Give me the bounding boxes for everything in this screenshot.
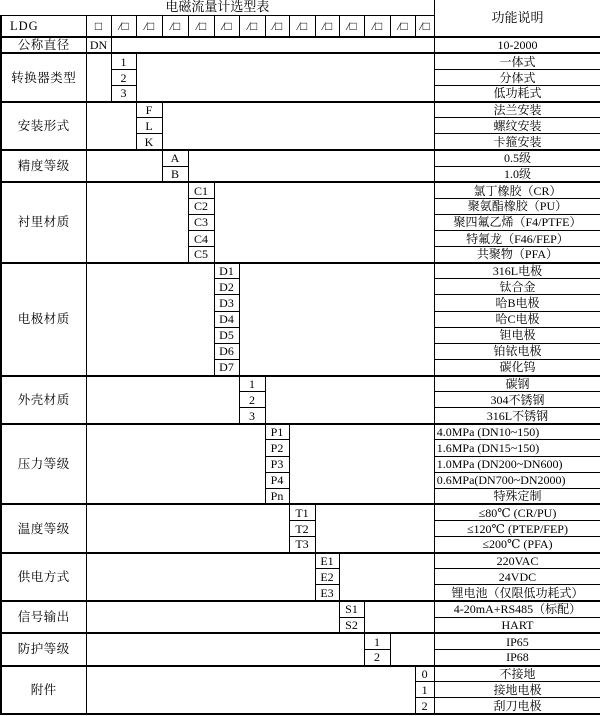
code-cell: P4 <box>265 472 289 488</box>
desc-cell: 法兰安装 <box>434 102 600 118</box>
option-row <box>1 182 600 198</box>
category-label: 供电方式 <box>1 553 86 601</box>
option-row <box>1 37 600 53</box>
desc-cell: 一体式 <box>434 53 600 69</box>
code-cell: D5 <box>214 327 239 343</box>
desc-cell: 聚四氟乙烯（F4/PTFE） <box>434 214 600 230</box>
code-cell: 2 <box>239 392 265 408</box>
model-slot-cell: /□ <box>289 15 315 37</box>
desc-cell: 刮刀电极 <box>434 698 600 714</box>
model-slot-cell: /□ <box>265 15 289 37</box>
empty-cell <box>86 601 339 633</box>
empty-cell <box>86 150 162 182</box>
desc-cell: 卡箍安装 <box>434 134 600 150</box>
code-cell: K <box>136 134 162 150</box>
desc-cell: 接地电极 <box>434 682 600 698</box>
page-title: 电磁流量计选型表 <box>1 0 434 15</box>
code-cell: T1 <box>289 504 315 520</box>
empty-cell <box>86 633 364 665</box>
code-cell: C4 <box>188 231 214 247</box>
desc-cell: 24VDC <box>434 569 600 585</box>
desc-cell: 铂铱电极 <box>434 343 600 359</box>
code-cell: S1 <box>339 601 364 617</box>
desc-cell: 氯丁橡胶（CR） <box>434 182 600 198</box>
desc-cell: 304不锈钢 <box>434 392 600 408</box>
desc-cell: 低功耗式 <box>434 86 600 102</box>
code-cell: 1 <box>239 376 265 392</box>
code-cell: P2 <box>265 440 289 456</box>
code-cell: 1 <box>111 53 136 69</box>
option-row <box>1 263 600 279</box>
empty-cell <box>86 504 289 552</box>
empty-cell <box>265 376 434 424</box>
code-cell: DN <box>86 37 111 53</box>
empty-cell <box>136 53 434 101</box>
code-cell: C5 <box>188 247 214 263</box>
model-slot-cell: /□ <box>162 15 188 37</box>
option-row <box>1 504 600 520</box>
code-cell: C2 <box>188 198 214 214</box>
model-slot-cell: /□ <box>315 15 339 37</box>
code-cell: C3 <box>188 214 214 230</box>
empty-cell <box>86 666 415 715</box>
option-row <box>1 601 600 617</box>
desc-cell: 10-2000 <box>434 37 600 53</box>
desc-cell: 钽电极 <box>434 327 600 343</box>
header-row <box>1 0 600 15</box>
code-cell: 2 <box>111 69 136 85</box>
code-cell: L <box>136 118 162 134</box>
code-cell: D4 <box>214 311 239 327</box>
model-slot-cell: /□ <box>136 15 162 37</box>
desc-cell: 螺纹安装 <box>434 118 600 134</box>
option-row <box>1 633 600 649</box>
desc-cell: 哈C电极 <box>434 311 600 327</box>
desc-cell: 1.0MPa (DN200~DN600) <box>434 456 600 472</box>
code-cell: D3 <box>214 295 239 311</box>
category-label: 外壳材质 <box>1 376 86 424</box>
code-cell: T2 <box>289 521 315 537</box>
desc-cell: 哈B电极 <box>434 295 600 311</box>
empty-cell <box>86 553 315 601</box>
code-cell: 2 <box>364 649 390 665</box>
category-label: 附件 <box>1 666 86 715</box>
desc-cell: HART <box>434 617 600 633</box>
desc-cell: ≤80℃ (CR/PU) <box>434 504 600 520</box>
code-cell: D1 <box>214 263 239 279</box>
empty-cell <box>364 601 434 633</box>
empty-cell <box>86 53 111 101</box>
code-cell: E2 <box>315 569 339 585</box>
code-cell: E3 <box>315 585 339 601</box>
desc-cell: 锂电池（仅限低功耗式） <box>434 585 600 601</box>
empty-cell <box>315 504 434 552</box>
model-slot-cell: /□ <box>214 15 239 37</box>
desc-cell: 0.6MPa(DN700~DN2000) <box>434 472 600 488</box>
desc-cell: ≤200℃ (PFA) <box>434 537 600 553</box>
code-cell: D7 <box>214 359 239 375</box>
category-label: 安装形式 <box>1 102 86 150</box>
empty-cell <box>239 263 434 376</box>
category-label: 温度等级 <box>1 504 86 552</box>
function-header: 功能说明 <box>434 0 600 37</box>
desc-cell: 分体式 <box>434 69 600 85</box>
desc-cell: 碳钢 <box>434 376 600 392</box>
model-slot-cell: /□ <box>364 15 390 37</box>
category-label: 精度等级 <box>1 150 86 182</box>
model-slot-cell: /□ <box>111 15 136 37</box>
desc-cell: 316L电极 <box>434 263 600 279</box>
model-slot-cell: /□ <box>390 15 415 37</box>
desc-cell: 钛合金 <box>434 279 600 295</box>
empty-cell <box>214 182 434 263</box>
empty-cell <box>86 102 136 150</box>
model-slot-cell: /□ <box>415 15 434 37</box>
desc-cell: 4.0MPa (DN10~150) <box>434 424 600 440</box>
option-row <box>1 666 600 682</box>
category-label: 衬里材质 <box>1 182 86 263</box>
code-cell: S2 <box>339 617 364 633</box>
desc-cell: 316L不锈钢 <box>434 408 600 424</box>
code-cell: D2 <box>214 279 239 295</box>
model-slot-cell: /□ <box>239 15 265 37</box>
model-slot-cell: /□ <box>339 15 364 37</box>
desc-cell: 1.0级 <box>434 166 600 182</box>
empty-cell <box>86 376 239 424</box>
empty-cell <box>339 553 434 601</box>
code-cell: 2 <box>415 698 434 714</box>
desc-cell: 4-20mA+RS485（标配） <box>434 601 600 617</box>
code-cell: P3 <box>265 456 289 472</box>
option-row <box>1 376 600 392</box>
empty-cell <box>188 150 434 182</box>
model-slot-cell: /□ <box>188 15 214 37</box>
option-row <box>1 102 600 118</box>
empty-cell <box>289 424 434 505</box>
code-cell: F <box>136 102 162 118</box>
code-cell: P1 <box>265 424 289 440</box>
desc-cell: 不接地 <box>434 666 600 682</box>
code-cell: C1 <box>188 182 214 198</box>
desc-cell: IP68 <box>434 649 600 665</box>
empty-cell <box>111 37 434 53</box>
category-label: 电极材质 <box>1 263 86 376</box>
desc-cell: 220VAC <box>434 553 600 569</box>
desc-cell: 共聚物（PFA） <box>434 247 600 263</box>
code-cell: T3 <box>289 537 315 553</box>
code-cell: B <box>162 166 188 182</box>
empty-cell <box>162 102 434 150</box>
desc-cell: 1.6MPa (DN15~150) <box>434 440 600 456</box>
model-box-cell: □ <box>86 15 111 37</box>
empty-cell <box>86 424 265 505</box>
empty-cell <box>86 182 188 263</box>
empty-cell <box>86 263 214 376</box>
code-cell: E1 <box>315 553 339 569</box>
category-label: 转换器类型 <box>1 53 86 101</box>
desc-cell: 碳化钨 <box>434 359 600 375</box>
category-label: 信号输出 <box>1 601 86 633</box>
code-cell: 3 <box>111 86 136 102</box>
code-cell: A <box>162 150 188 166</box>
option-row <box>1 553 600 569</box>
desc-cell: 0.5级 <box>434 150 600 166</box>
code-cell: 1 <box>415 682 434 698</box>
category-label: 压力等级 <box>1 424 86 505</box>
code-cell: 1 <box>364 633 390 649</box>
desc-cell: 特殊定制 <box>434 488 600 504</box>
code-cell: Pn <box>265 488 289 504</box>
desc-cell: 特氟龙（F46/FEP） <box>434 231 600 247</box>
empty-cell <box>390 633 434 665</box>
category-label: 防护等级 <box>1 633 86 665</box>
desc-cell: 聚氨酯橡胶（PU） <box>434 198 600 214</box>
code-cell: D6 <box>214 343 239 359</box>
option-row <box>1 424 600 440</box>
option-row <box>1 150 600 166</box>
option-row <box>1 53 600 69</box>
code-cell: 3 <box>239 408 265 424</box>
desc-cell: ≤120℃ (PTEP/FEP) <box>434 521 600 537</box>
model-prefix-cell: LDG <box>1 15 86 37</box>
code-cell: 0 <box>415 666 434 682</box>
category-label: 公称直径 <box>1 37 86 53</box>
desc-cell: IP65 <box>434 633 600 649</box>
